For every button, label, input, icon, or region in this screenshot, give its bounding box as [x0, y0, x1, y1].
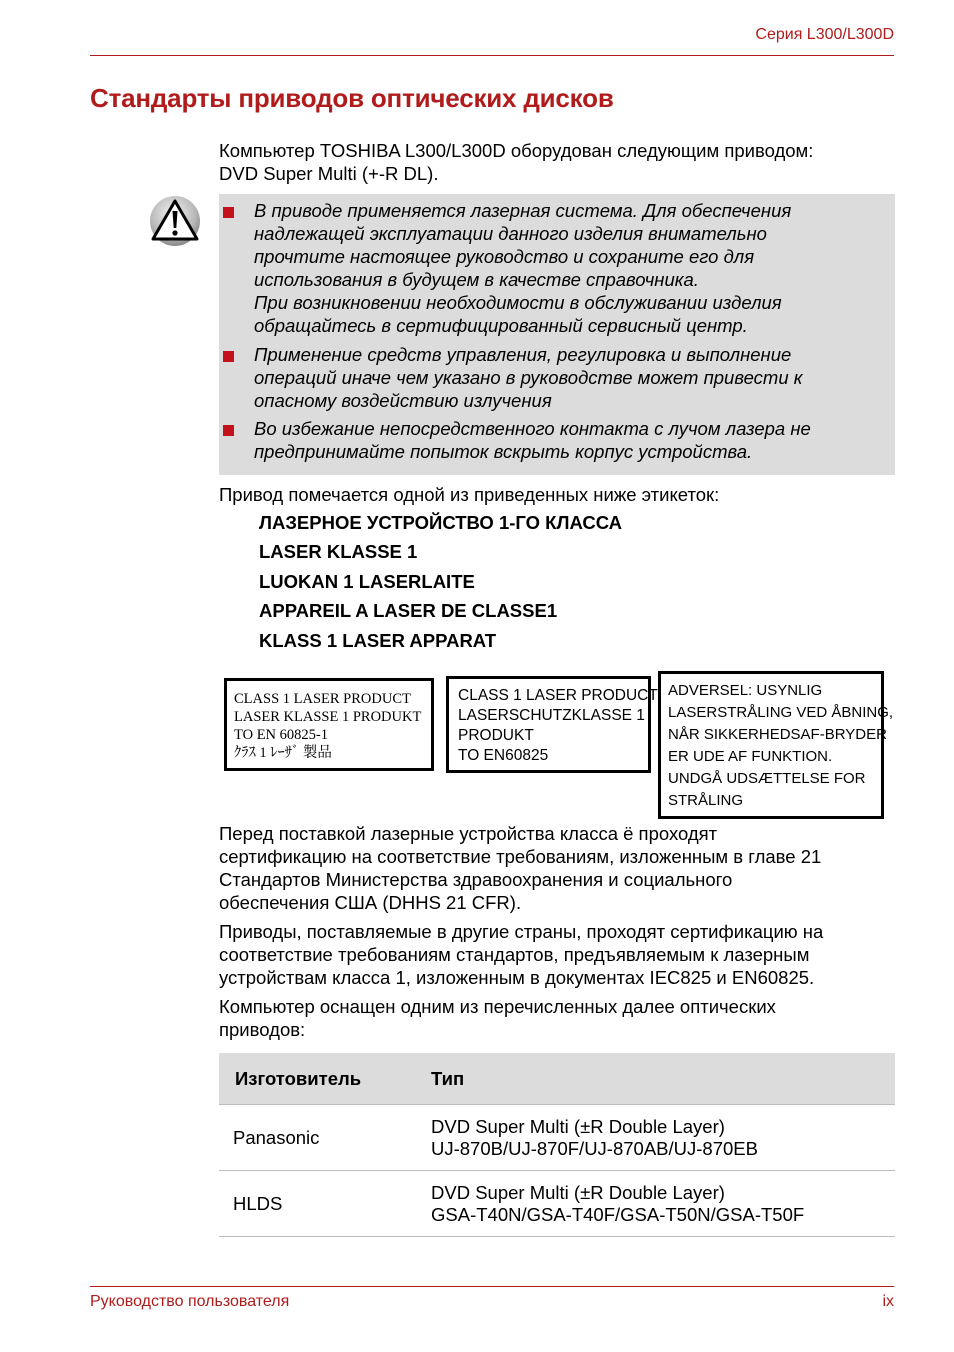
type-cell — [431, 1171, 895, 1237]
footer-title: Руководство пользователя — [90, 1293, 290, 1310]
label-text-line: STRÅLING — [668, 792, 744, 809]
laser-label-image — [224, 678, 434, 771]
text-line: прочтите настоящее руководство и сохраните его для — [254, 246, 755, 267]
warning-box — [219, 194, 895, 475]
column-header-type: Тип — [431, 1053, 895, 1105]
text-line: операций иначе чем указано в руководстве может привести к — [254, 367, 803, 388]
maker-cell: HLDS — [219, 1171, 431, 1237]
label-text-line: ｸﾗｽ 1 ﾚｰｻﾞ 製品 — [234, 745, 332, 761]
text-line: Применение средств управления, регулировка и выполнение — [254, 344, 792, 365]
maker-cell: Panasonic — [219, 1105, 431, 1171]
text-line: В приводе применяется лазерная система. Для обеспечения — [254, 200, 792, 221]
text-line: приводов: — [219, 1019, 306, 1040]
label-name: LUOKAN 1 LASERLAITE — [259, 571, 475, 592]
running-header: Серия L300/L300D — [755, 26, 894, 43]
labels-intro: Привод помечается одной из приведенных ниже этикеток: — [219, 484, 720, 505]
label-text-line: TO EN 60825-1 — [234, 727, 328, 743]
text-line: обеспечения США (DHHS 21 CFR). — [219, 892, 522, 913]
label-text-line: CLASS 1 LASER PRODUCT — [234, 691, 411, 707]
text-line: предпринимайте попыток вскрыть корпус устройства. — [254, 441, 753, 462]
warning-item — [254, 199, 884, 337]
header-rule — [90, 55, 894, 56]
label-text-line: CLASS 1 LASER PRODUCT — [458, 687, 658, 704]
label-text-line: TO EN60825 — [458, 747, 549, 764]
intro-paragraph — [219, 139, 895, 185]
label-text-line: NÅR SIKKERHEDSAF-BRYDER — [668, 726, 887, 743]
text-line: При возникновении необходимости в обслуживании изделия — [254, 292, 782, 313]
table-header-row — [219, 1053, 895, 1105]
laser-label-image — [446, 676, 658, 773]
text-line: Приводы, поставляемые в другие страны, проходят сертификацию на — [219, 921, 824, 942]
bullet-square — [223, 207, 234, 218]
table-row — [219, 1105, 895, 1171]
label-text-line: UNDGÅ UDSÆTTELSE FOR — [668, 770, 866, 787]
label-text-line: LASERSTRÅLING VED ÅBNING, — [668, 704, 894, 721]
text-line: опасному воздействию излучения — [254, 390, 552, 411]
footer-rule — [90, 1286, 894, 1287]
type-line: GSA-T40N/GSA-T40F/GSA-T50N/GSA-T50F — [431, 1203, 805, 1225]
warning-triangle-icon — [148, 194, 202, 248]
warning-item — [254, 417, 884, 463]
label-name: APPAREIL A LASER DE CLASSE1 — [259, 600, 558, 621]
text-line: Перед поставкой лазерные устройства класса ё проходят — [219, 823, 718, 844]
body-paragraph — [219, 822, 895, 914]
text-line: Стандартов Министерства здравоохранения и социального — [219, 869, 733, 890]
text-line: надлежащей эксплуатации данного изделия внимательно — [254, 223, 767, 244]
body-paragraph — [219, 920, 895, 989]
table-row — [219, 1171, 895, 1237]
type-cell — [431, 1105, 895, 1171]
label-name: LASER KLASSE 1 — [259, 541, 418, 562]
text-line: DVD Super Multi (+-R DL). — [219, 163, 439, 184]
column-header-maker: Изготовитель — [219, 1053, 431, 1105]
bullet-square — [223, 351, 234, 362]
drives-table — [219, 1053, 895, 1237]
label-text-line: ADVERSEL: USYNLIG — [668, 682, 823, 699]
label-name: ЛАЗЕРНОЕ УСТРОЙСТВО 1-ГО КЛАССА — [259, 512, 622, 533]
page-number: ix — [882, 1293, 894, 1310]
label-text-line: LASER KLASSE 1 PRODUKT — [234, 709, 422, 725]
text-line: соответствие требованиям стандартов, предъявляемым к лазерным — [219, 944, 810, 965]
text-line: Компьютер TOSHIBA L300/L300D оборудован следующим приводом: — [219, 140, 814, 161]
text-line: обращайтесь в сертифицированный сервисный центр. — [254, 315, 748, 336]
type-line: DVD Super Multi (±R Double Layer) — [431, 1115, 725, 1137]
body-paragraph — [219, 995, 895, 1041]
text-line: сертификацию на соответствие требованиям, изложенным в главе 21 — [219, 846, 822, 867]
laser-label-image — [658, 671, 894, 819]
text-line: устройствам класса 1, изложенным в документах IEC825 и EN60825. — [219, 967, 815, 988]
bullet-square — [223, 425, 234, 436]
warning-item — [254, 343, 884, 412]
type-line: DVD Super Multi (±R Double Layer) — [431, 1181, 725, 1203]
label-name: KLASS 1 LASER APPARAT — [259, 630, 497, 651]
type-line: UJ-870B/UJ-870F/UJ-870AB/UJ-870EB — [431, 1137, 758, 1159]
label-text-line: LASERSCHUTZKLASSE 1 — [458, 707, 645, 724]
page-title: Стандарты приводов оптических дисков — [90, 83, 614, 113]
text-line: использования в будущем в качестве справочника. — [254, 269, 699, 290]
text-line: Во избежание непосредственного контакта с лучом лазера не — [254, 418, 811, 439]
text-line: Компьютер оснащен одним из перечисленных далее оптических — [219, 996, 776, 1017]
label-text-line: PRODUKT — [458, 727, 534, 744]
label-text-line: ER UDE AF FUNKTION. — [668, 748, 833, 765]
